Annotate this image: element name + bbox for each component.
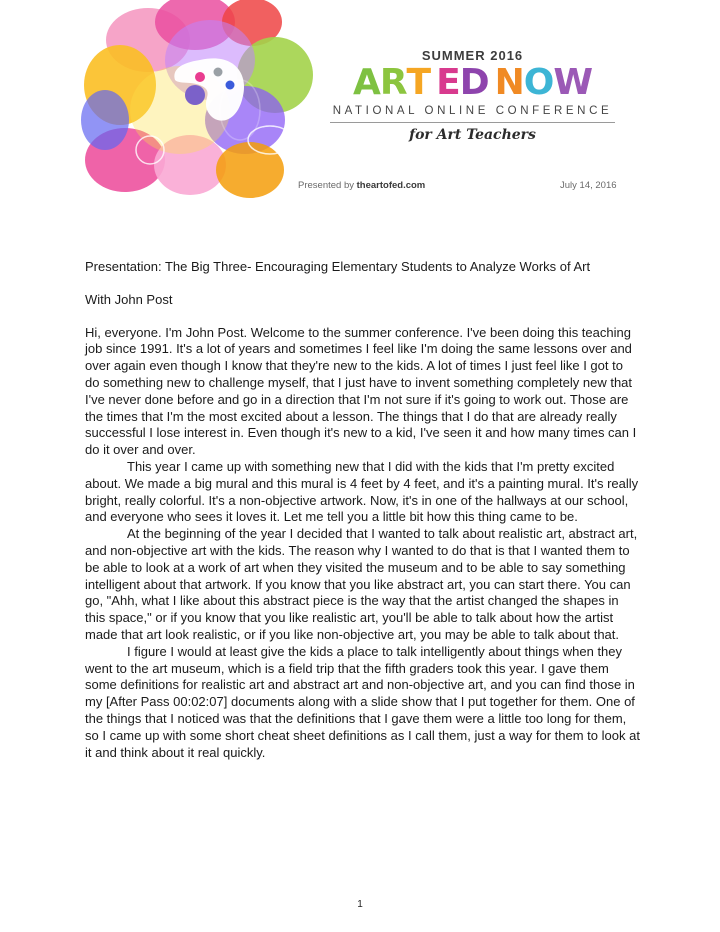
logo-letter: O [523,62,554,103]
presented-by-label: Presented by [298,180,354,191]
conference-banner [0,0,720,215]
logo-letter: T [406,62,431,103]
page-number: 1 [357,899,363,910]
divider [330,122,615,123]
conference-date: July 14, 2016 [560,180,617,191]
logo-letter: E [436,62,460,103]
logo-letter: W [553,62,593,103]
logo-letter: R [379,62,407,103]
art-ed-now-logo [330,62,615,103]
paragraph: I figure I would at least give the kids a place to talk intelligently about things when they went to the art museum, which is a field trip that the fifth graders took this year. I gave them some definitions for realistic art and abstract art and non-objective art, and you can find those in my [After Pass 00:02:07] documents along with a slide show that I put together for them. One of the things that I noticed was that the definitions that I gave them were a little too long for them, so I came up with some short cheat sheet definitions as I call them, just a way for them to look at it and think about it real quickly. [85,643,640,760]
colorful-blob-art [80,0,320,200]
paragraph: At the beginning of the year I decided that I wanted to talk about realistic art, abstract art, and non-objective art with the kids. The reason why I wanted to do that is that I wanted them to be able to look at a work of art when they visited the museum and to be able to say something intelligent about that artwork. If you know that you like abstract art, you can start there. You can go, "Ahh, what I like about this abstract piece is the way that the artist changed the shapes in this space," or if you know that you like realistic art, you'll be able to talk about how the artist made that art look realistic, or if you like non-objective art, you may be able to talk about that. [85,526,638,642]
tagline: for Art Teachers [409,127,536,143]
transcript-body [85,259,640,761]
logo-letter: D [459,62,489,103]
conference-subtitle: NATIONAL ONLINE CONFERENCE [332,105,613,117]
presented-by [298,180,425,191]
logo-letter: A [352,62,380,103]
presented-by-site: theartofed.com [356,180,426,191]
document-title: Presentation: The Big Three- Encouraging Elementary Students to Analyze Works of Art [85,259,591,274]
paragraph: This year I came up with something new that I did with the kids that I'm pretty excited about. We made a big mural and this mural is 4 feet by 4 feet, and it's a painting mural. It's really bright, really colorful. It's a non-objective artwork. Now, it's in one of the hallways at our school, and everyone who sees it loves it. Let me tell you a little bit how this thing came to be. [85,458,639,525]
conference-logo [330,48,615,143]
paragraph: Hi, everyone. I'm John Post. Welcome to the summer conference. I've been doing this teaching job since 1991. It's a lot of years and sometimes I feel like I'm doing the same lessons over and over again even though I know that they're new to the kids. A lot of times I just feel like I got to do something new to challenge myself, that I just have to invent something completely new that I've never done before and go in a direction that I'm not sure if it's going to work out. Those are the times that I'm the most excited about a lesson. The things that I do that are already really successful I lose interest in. Even though it's new to a kid, I've seen it and how many times can I do it over and over. [85,324,637,458]
logo-letter: N [494,62,524,103]
season-label: SUMMER 2016 [421,48,524,63]
presenter-line: With John Post [85,291,173,307]
